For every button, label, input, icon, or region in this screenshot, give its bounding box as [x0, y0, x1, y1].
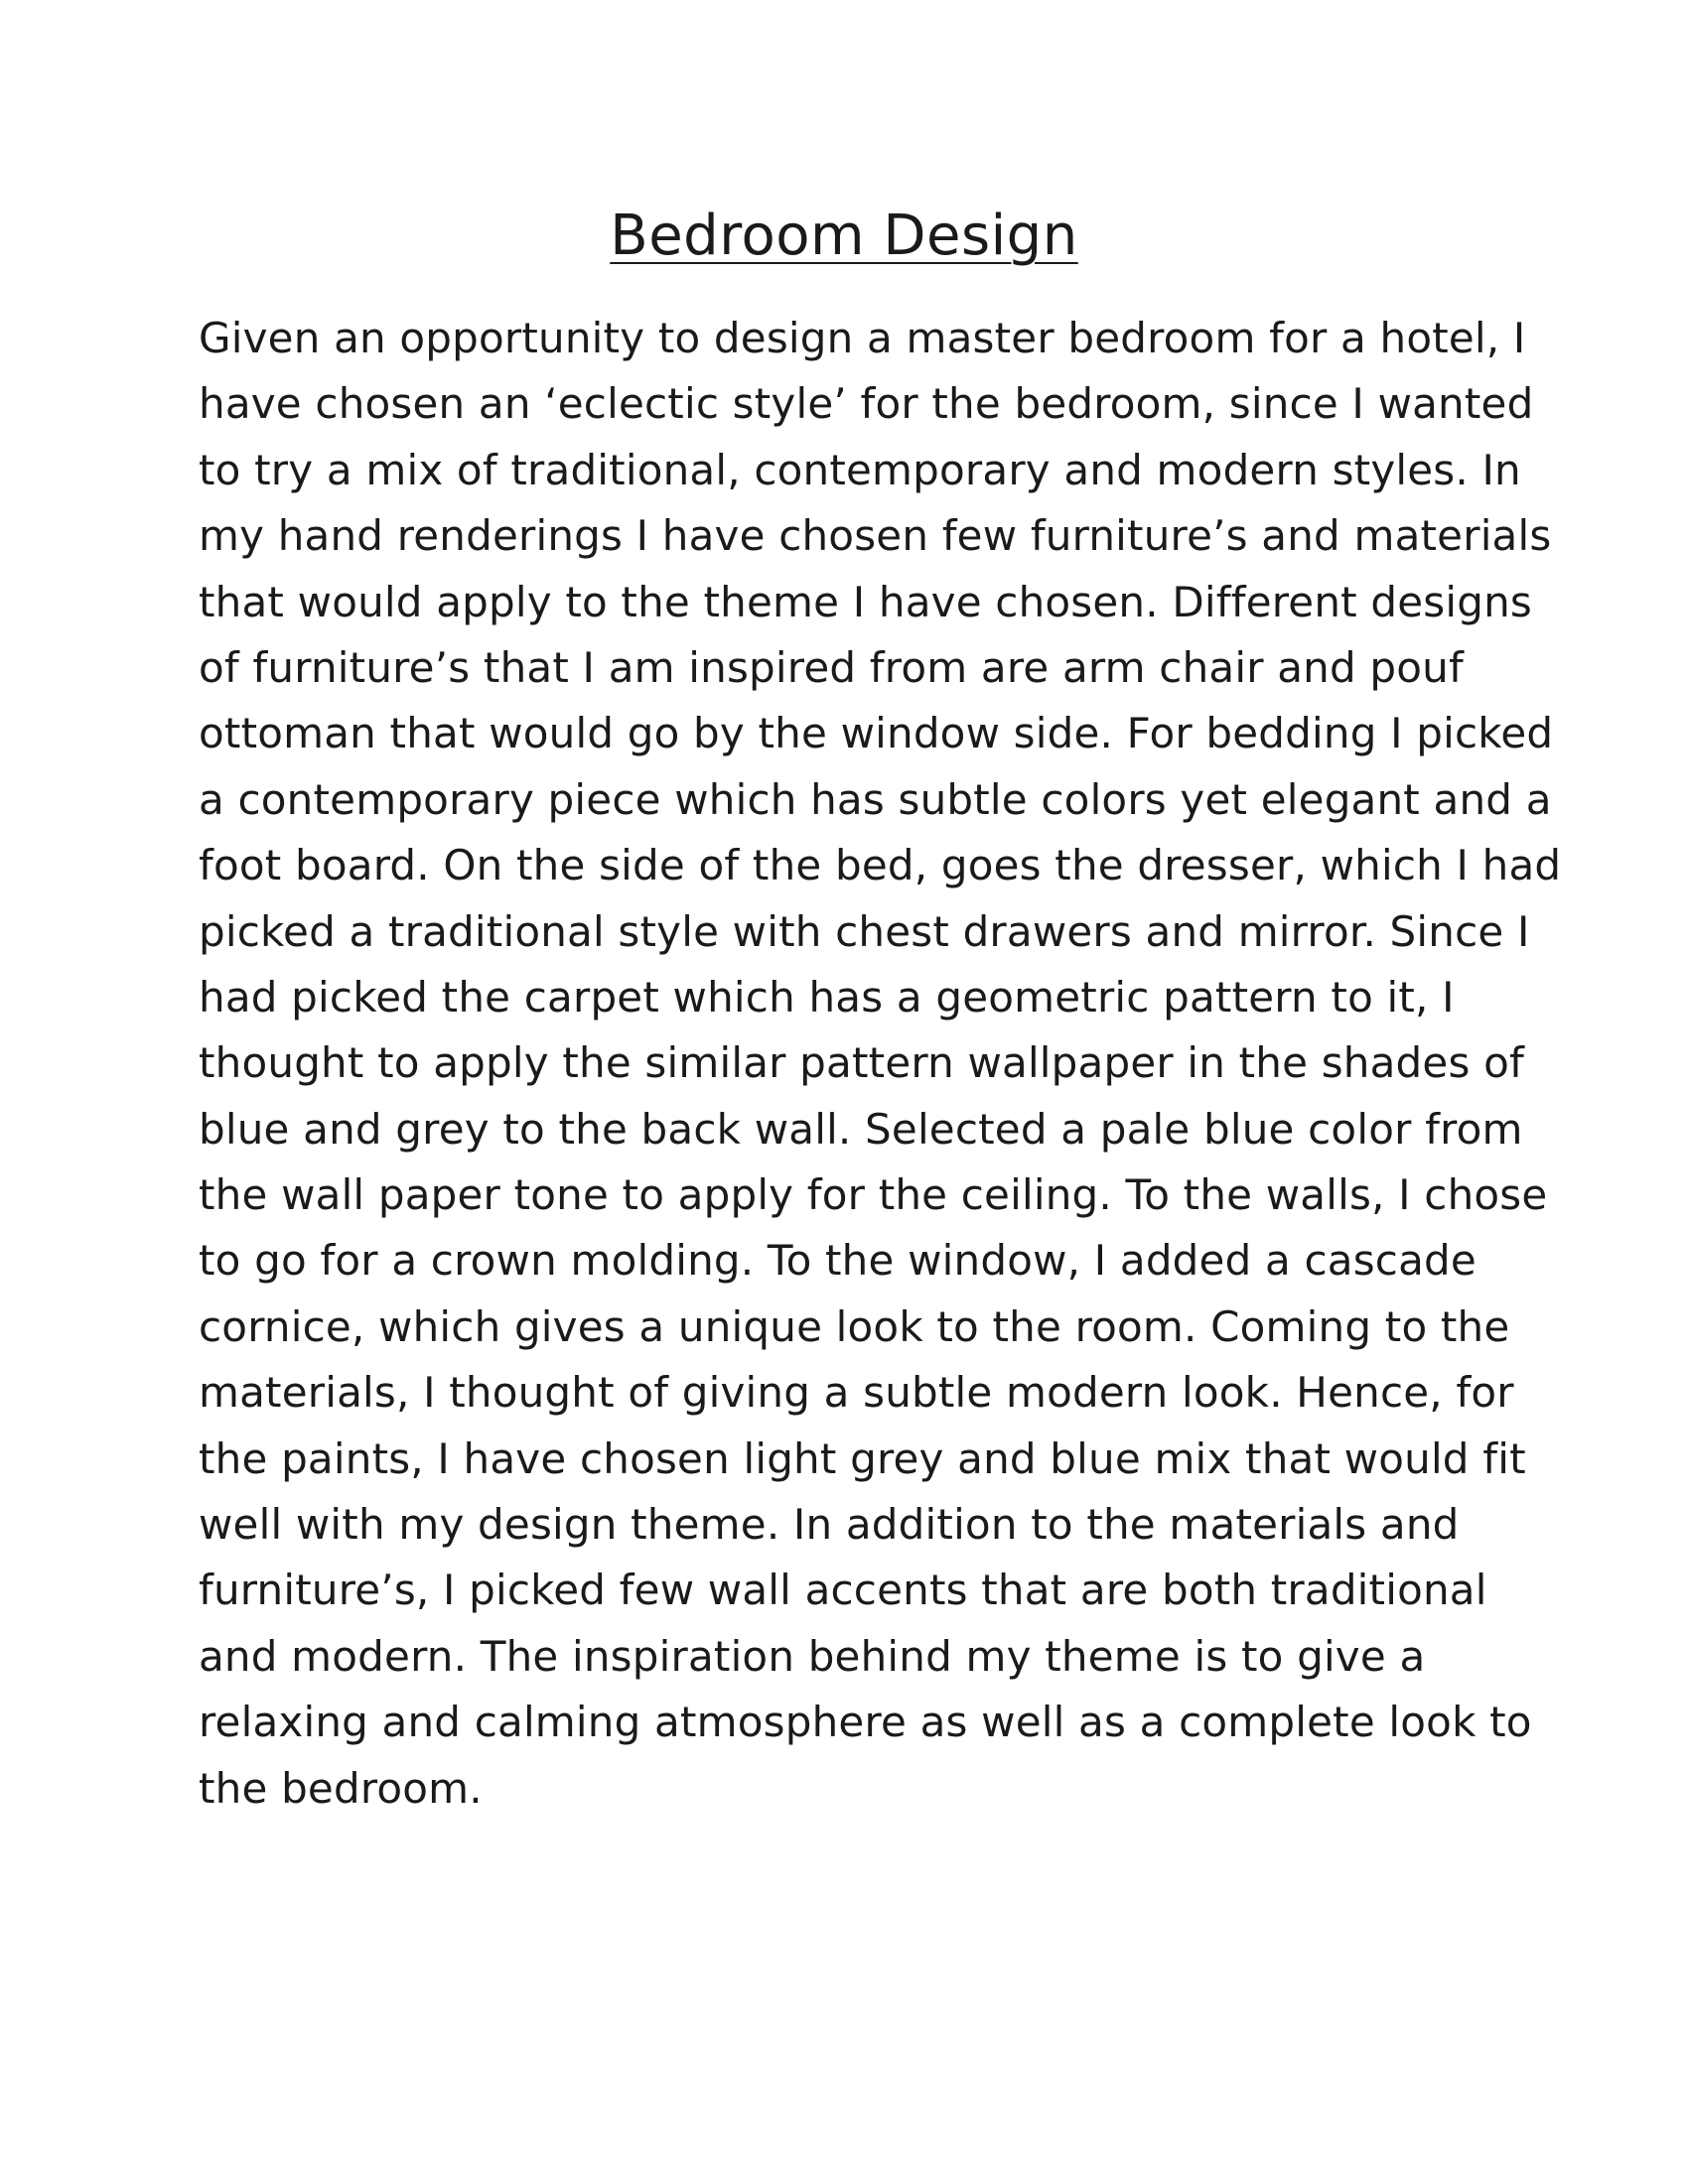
paragraph-line: have chosen an ‘eclectic style’ for the bedroom, since I wanted — [199, 379, 1534, 429]
paragraph-line: materials, I thought of giving a subtle modern look. Hence, for — [199, 1368, 1514, 1418]
paragraph-line: foot board. On the side of the bed, goes the dresser, which I had — [199, 841, 1562, 890]
paragraph-line: ottoman that would go by the window side. For bedding I picked — [199, 709, 1554, 758]
paragraph-line: of furniture’s that I am inspired from are arm chair and pouf — [199, 642, 1464, 692]
document-title: Bedroom Design — [610, 204, 1078, 268]
paragraph-line: cornice, which gives a unique look to the room. Coming to the — [199, 1301, 1510, 1351]
paragraph-line: the bedroom. — [199, 1763, 483, 1813]
body-paragraph — [199, 306, 1562, 1822]
paragraph-line: thought to apply the similar pattern wallpaper in the shades of — [199, 1038, 1524, 1088]
paragraph-line: and modern. The inspiration behind my theme is to give a — [199, 1631, 1426, 1681]
paragraph-line: relaxing and calming atmosphere as well as a complete look to — [199, 1698, 1532, 1747]
paragraph-line: a contemporary piece which has subtle colors yet elegant and a — [199, 774, 1552, 824]
paragraph-line: furniture’s, I picked few wall accents that are both traditional — [199, 1566, 1487, 1615]
paragraph-line: that would apply to the theme I have chosen. Different designs — [199, 577, 1532, 626]
paragraph-line: my hand renderings I have chosen few furniture’s and materials — [199, 511, 1552, 561]
paragraph-line: to go for a crown molding. To the window, I added a cascade — [199, 1236, 1477, 1286]
paragraph-line: had picked the carpet which has a geometric pattern to it, I — [199, 972, 1455, 1022]
paragraph-line: well with my design theme. In addition to the materials and — [199, 1500, 1460, 1550]
paragraph-line: the paints, I have chosen light grey and blue mix that would fit — [199, 1433, 1526, 1483]
paragraph-line: the wall paper tone to apply for the ceiling. To the walls, I chose — [199, 1170, 1548, 1220]
paragraph-line: picked a traditional style with chest drawers and mirror. Since I — [199, 906, 1530, 956]
paragraph-line: to try a mix of traditional, contemporary and modern styles. In — [199, 445, 1521, 494]
paragraph-line: Given an opportunity to design a master bedroom for a hotel, I — [199, 314, 1526, 362]
paragraph-line: blue and grey to the back wall. Selected a pale blue color from — [199, 1104, 1523, 1154]
